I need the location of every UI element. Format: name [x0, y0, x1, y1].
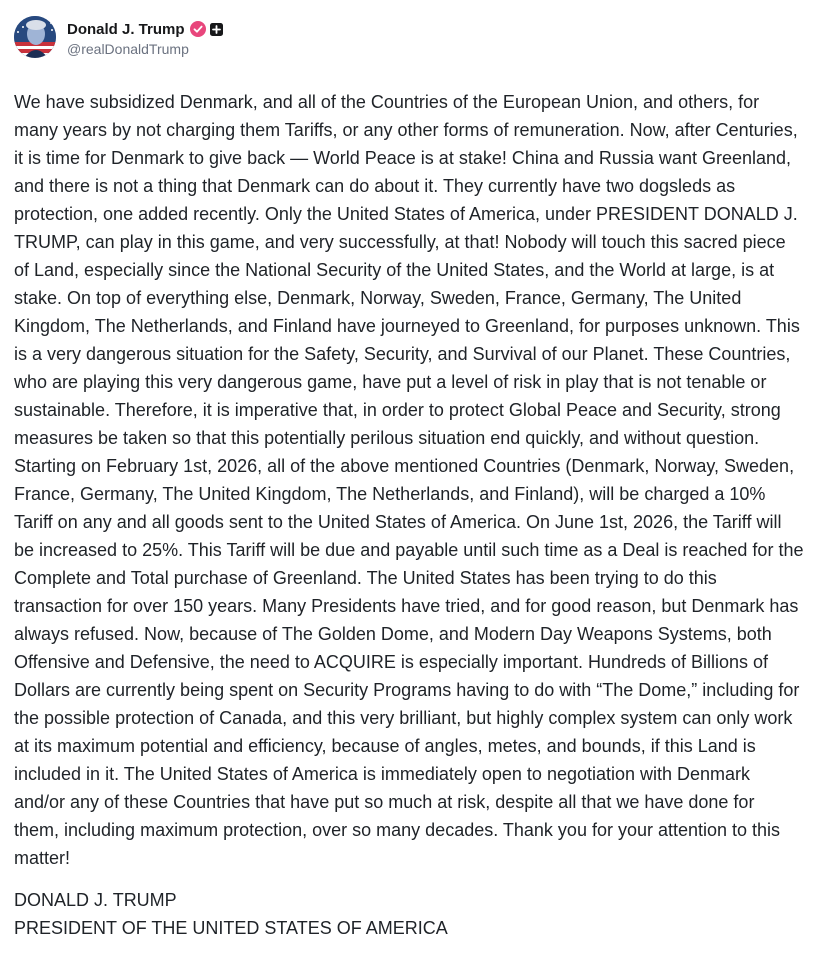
signature-line-title: PRESIDENT OF THE UNITED STATES OF AMERICA — [14, 918, 448, 938]
post-body: We have subsidized Denmark, and all of the Countries of the European Union, and others, for many years by not charging them Tariffs, or any other forms of remuneration. Now, after Centuries, it is time for Denmark to give back — World Peace is at stake! China and Russia want Greenland, and there is not a thing that Denmark can do about it. They currently have two dogsleds as protection, one added recently. Only the United States of America, under PRESIDENT DONALD J. TRUMP, can play in this game, and very successfully, at that! Nobody will touch this sacred piece of Land, especially since the National Security of the United States, and the World at large, is at stake. On top of everything else, Denmark, Norway, Sweden, France, Germany, The United Kingdom, The Netherlands, and Finland have journeyed to Greenland, for purposes unknown. This is a very dangerous situation for the Safety, Security, and Survival of our Planet. These Countries, who are playing this very dangerous game, have put a level of risk in play that is not tenable or sustainable. Therefore, it is imperative that, in order to protect Global Peace and Security, strong measures be taken so that this potentially perilous situation end quickly, and without question. Starting on February 1st, 2026, all of the above mentioned Countries (Denmark, Norway, Sweden, France, Germany, The United Kingdom, The Netherlands, and Finland), will be charged a 10% Tariff on any and all goods sent to the United States of America. On June 1st, 2026, the Tariff will be increased to 25%. This Tariff will be due and payable until such time as a Deal is reached for the Complete and Total purchase of Greenland. The United States has been trying to do this transaction for over 150 years. Many Presidents have tried, and for good reason, but Denmark has always refused. Now, because of The Golden Dome, and Modern Day Weapons Systems, both Offensive and Defensive, the need to ACQUIRE is especially important. Hundreds of Billions of Dollars are currently being spent on Security Programs having to do with “The Dome,” including for the possible protection of Canada, and this very brilliant, but highly complex system can only work at its maximum potential and efficiency, because of angles, metes, and bounds, if this Land is included in it. The United States of America is immediately open to negotiation with Denmark and/or any of these Countries that have put so much at risk, despite all that we have done for them, including maximum protection, over so many decades. Thank you for your attention to this matter! — [14, 92, 804, 868]
plus-badge-icon — [210, 23, 223, 36]
avatar[interactable] — [14, 16, 56, 58]
user-info — [67, 16, 223, 57]
post-signature — [14, 886, 804, 942]
post-header — [14, 16, 804, 60]
name-row — [67, 19, 223, 39]
display-name[interactable]: Donald J. Trump — [67, 20, 185, 38]
user-handle[interactable]: @realDonaldTrump — [67, 41, 189, 57]
avatar-image — [14, 16, 56, 58]
verified-badge-icon — [190, 21, 206, 37]
signature-line-name: DONALD J. TRUMP — [14, 890, 177, 910]
